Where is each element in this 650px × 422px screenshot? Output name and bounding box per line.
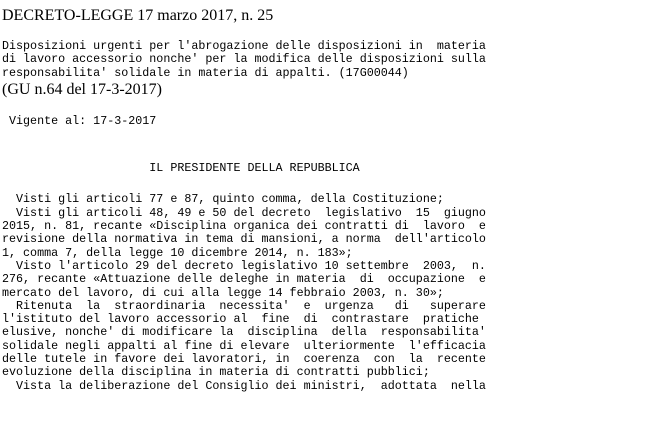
abstract-line: Disposizioni urgenti per l'abrogazione delle disposizioni in materia: [2, 39, 486, 53]
body-line: Ritenuta la straordinaria necessita' e urgenza di superare: [2, 298, 486, 313]
body-line: Visti gli articoli 48, 49 e 50 del decreto legislativo 15 giugno: [2, 205, 486, 220]
body-line: 2015, n. 81, recante «Disciplina organica dei contratti di lavoro e: [2, 219, 486, 234]
body-line: delle tutele in favore dei lavoratori, in coerenza con la recente: [2, 352, 486, 367]
body-line: elusive, nonche' di modificare la disciplina della responsabilita': [2, 325, 486, 340]
body-line: mercato del lavoro, di cui alla legge 14 febbraio 2003, n. 30»;: [2, 285, 444, 300]
body-line: Vista la deliberazione del Consiglio dei ministri, adottata nella: [2, 378, 486, 393]
body-line: solidale negli appalti al fine di elevare ulteriormente l'efficacia: [2, 338, 486, 353]
body-line: evoluzione della disciplina in materia di contratti pubblici;: [2, 365, 430, 380]
body-line: Visti gli articoli 77 e 87, quinto comma, della Costituzione;: [2, 192, 444, 207]
gazette-reference: (GU n.64 del 17-3-2017): [2, 80, 162, 98]
body-line: Visto l'articolo 29 del decreto legislativo 10 settembre 2003, n.: [2, 258, 486, 273]
decree-body: [2, 193, 648, 392]
abstract-line: di lavoro accessorio nonche' per la modifica delle disposizioni sulla: [2, 52, 486, 67]
body-line: 276, recante «Attuazione delle deleghe in materia di occupazione e: [2, 272, 486, 287]
abstract-line: responsabilita' solidale in materia di appalti. (17G00044): [2, 65, 409, 80]
decree-title: DECRETO-LEGGE 17 marzo 2017, n. 25: [2, 7, 274, 24]
body-line: l'istituto del lavoro accessorio al fine di contrastare pratiche: [2, 312, 479, 327]
body-line: 1, comma 7, della legge 10 dicembre 2014, n. 183»;: [2, 245, 353, 260]
effective-date: Vigente al: 17-3-2017: [2, 113, 157, 128]
body-line: revisione della normativa in tema di mansioni, a norma dell'articolo: [2, 232, 486, 247]
document-page: [2, 0, 648, 393]
president-heading: IL PRESIDENTE DELLA REPUBBLICA: [2, 161, 360, 176]
decree-abstract: [2, 40, 648, 80]
